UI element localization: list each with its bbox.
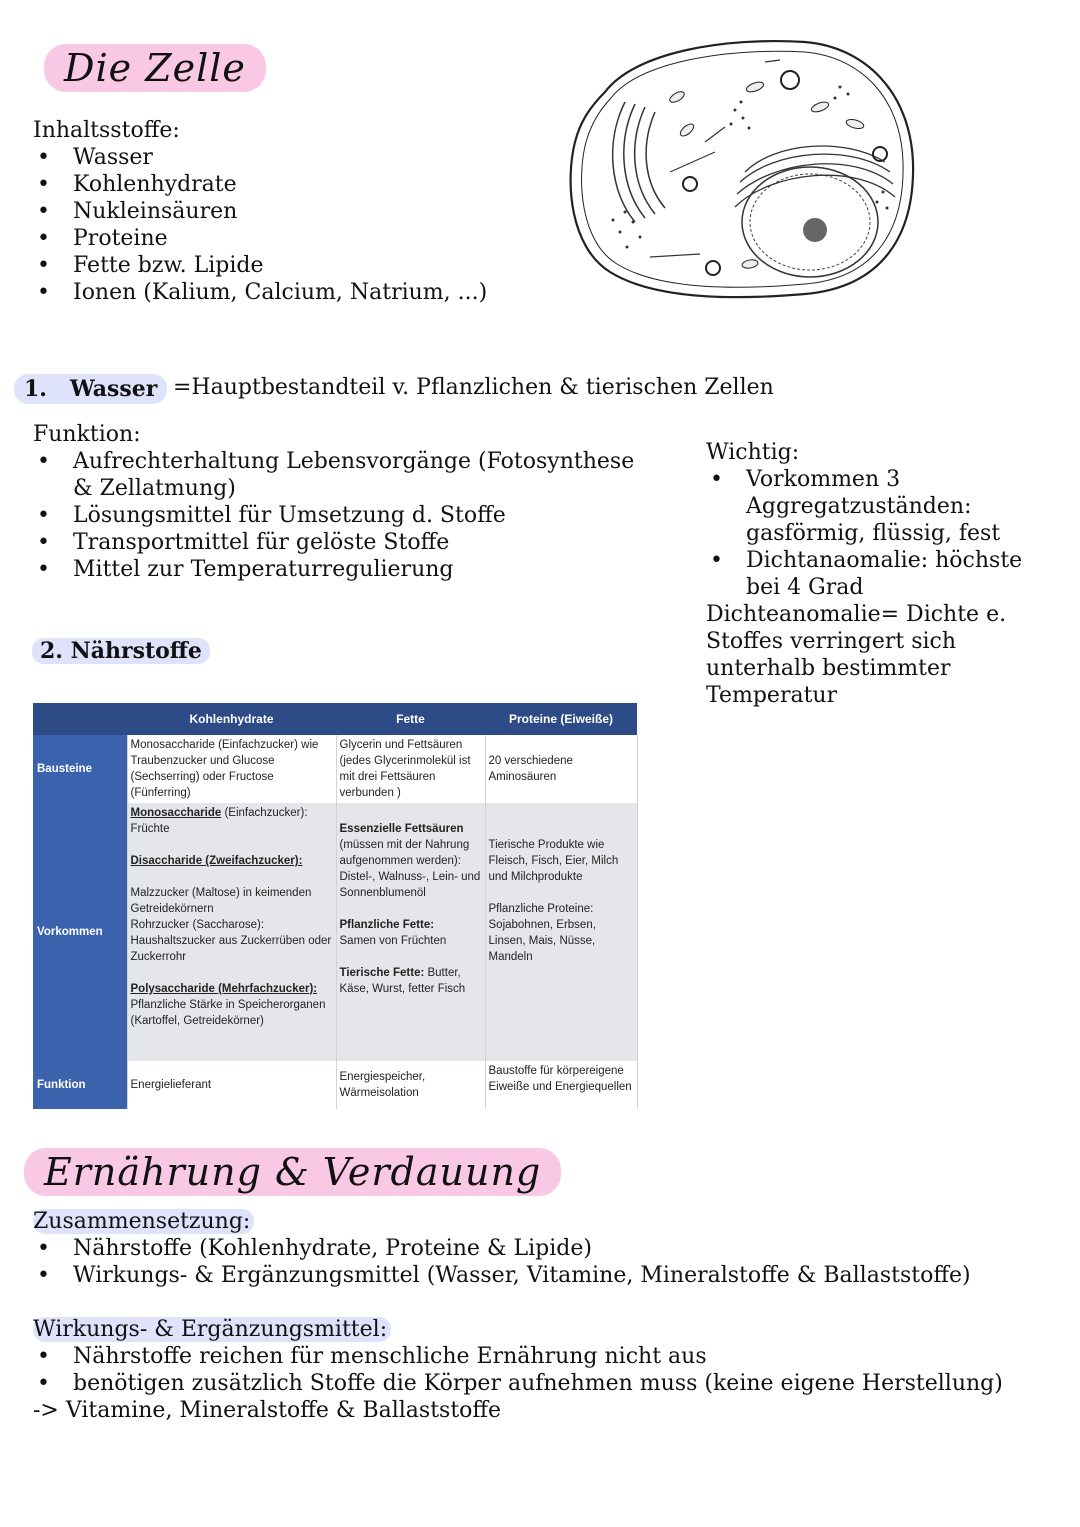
- table-cell: Glycerin und Fettsäuren (jedes Glycerinmolekül ist mit drei Fettsäuren verbunden ): [336, 735, 485, 803]
- cell-bold: Essenzielle Fettsäuren: [339, 823, 464, 835]
- list-item: • Dichtanaomalie: höchste bei 4 Grad: [706, 547, 1056, 601]
- inhalt-list: [33, 144, 553, 306]
- cell-text: (müssen mit der Nahrung aufgenommen werden): Distel-, Walnuss-, Lein- und Sonnenblumenöl: [339, 839, 481, 899]
- cell-text: Samen von Früchten: [339, 935, 447, 947]
- list-item: • benötigen zusätzlich Stoffe die Körper aufnehmen muss (keine eigene Herstellung): [33, 1370, 1053, 1397]
- list-item: • Vorkommen 3 Aggregatzuständen: gasförmig, flüssig, fest: [706, 466, 1056, 547]
- table-cell: [336, 803, 485, 1061]
- nucleolus: [803, 218, 827, 242]
- table-row: [33, 735, 637, 803]
- cell-text: Tierische Produkte wie Fleisch, Fisch, Eier, Milch und Milchprodukte: [488, 839, 619, 883]
- table-cell: Baustoffe für körpereigene Eiweiße und Energiequellen: [485, 1061, 637, 1109]
- wirk-heading-wrap: [33, 1316, 391, 1343]
- cell-text: 20 verschiedene Aminosäuren: [488, 755, 573, 783]
- wichtig-list: [706, 466, 1056, 601]
- cell-paragraph: [131, 805, 333, 837]
- row-label: Vorkommen: [33, 803, 127, 1061]
- list-item: • Nährstoffe reichen für menschliche Ernährung nicht aus: [33, 1343, 1053, 1370]
- row-label: Funktion: [33, 1061, 127, 1109]
- table-cell: [127, 803, 336, 1061]
- cell-paragraph: [131, 853, 333, 869]
- cell-diagram: [565, 32, 920, 302]
- naehrstoffe-table: [33, 703, 638, 1109]
- cell-bold: Tierische Fette:: [339, 967, 425, 979]
- cell-text: (Einfachzucker): Früchte: [130, 807, 308, 835]
- cell-text: Butter, Käse, Wurst, fetter Fisch: [339, 967, 466, 995]
- wirk-list: [33, 1343, 1053, 1397]
- table-cell: Monosaccharide (Einfachzucker) wie Traubenzucker und Glucose (Sechserring) oder Fructose (Fünferring): [127, 735, 336, 803]
- table-row: [33, 1061, 637, 1109]
- wichtig-heading: Wichtig:: [706, 440, 800, 465]
- wasser-title-badge: [14, 374, 167, 404]
- list-item: • Ionen (Kalium, Calcium, Natrium, ...): [33, 279, 553, 306]
- funktion-list: [33, 448, 653, 583]
- list-item: • Kohlenhydrate: [33, 171, 553, 198]
- table-header-empty: [33, 703, 127, 735]
- list-item: • Fette bzw. Lipide: [33, 252, 553, 279]
- cell-text: Pflanzliche Stärke in Speicherorganen (Kartoffel, Getreidekörner): [130, 999, 326, 1027]
- wasser-heading: [14, 376, 167, 402]
- naehrstoffe-title: 2. Nährstoffe: [32, 638, 210, 664]
- cell-bold: Monosaccharide: [130, 807, 222, 819]
- funktion-heading: Funktion:: [33, 422, 141, 447]
- table-row: [33, 803, 637, 1061]
- ernaehrung-title: Ernährung & Verdauung: [24, 1148, 561, 1196]
- cell-text: Malzzucker (Maltose) in keimenden Getreidekörnern: [130, 887, 312, 915]
- wirk-heading: Wirkungs- & Ergänzungsmittel:: [33, 1317, 391, 1342]
- list-item: • Transportmittel für gelöste Stoffe: [33, 529, 653, 556]
- table-header: Fette: [336, 703, 485, 735]
- table-header-row: [33, 703, 637, 735]
- list-item: • Wasser: [33, 144, 553, 171]
- list-item: • Nährstoffe (Kohlenhydrate, Proteine & Lipide): [33, 1235, 1053, 1262]
- list-item: • Aufrechterhaltung Lebensvorgänge (Fotosynthese & Zellatmung): [33, 448, 653, 502]
- list-item: • Lösungsmittel für Umsetzung d. Stoffe: [33, 502, 653, 529]
- cell-paragraph: [131, 981, 333, 997]
- table-cell: Energielieferant: [127, 1061, 336, 1109]
- row-label: Bausteine: [33, 735, 127, 803]
- zus-heading: Zusammensetzung:: [33, 1209, 254, 1234]
- list-item: • Proteine: [33, 225, 553, 252]
- wasser-subtitle: =Hauptbestandteil v. Pflanzlichen & tierischen Zellen: [173, 375, 774, 400]
- cell-text: Rohrzucker (Saccharose): Haushaltszucker aus Zuckerrüben oder Zuckerrohr: [130, 919, 332, 963]
- table-cell: Energiespeicher, Wärmeisolation: [336, 1061, 485, 1109]
- cell-bold: Pflanzliche Fette:: [339, 919, 435, 931]
- table-header: Proteine (Eiweiße): [485, 703, 637, 735]
- table-header: Kohlenhydrate: [127, 703, 336, 735]
- list-item: • Mittel zur Temperaturregulierung: [33, 556, 653, 583]
- table-cell: [485, 803, 637, 1061]
- list-item: • Wirkungs- & Ergänzungsmittel (Wasser, Vitamine, Mineralstoffe & Ballaststoffe): [33, 1262, 1053, 1289]
- inhalt-heading: Inhaltsstoffe:: [33, 118, 180, 143]
- table-cell: [485, 735, 637, 803]
- cell-text: Pflanzliche Proteine: Sojabohnen, Erbsen, Linsen, Mais, Nüsse, Mandeln: [488, 903, 596, 963]
- zus-list: [33, 1235, 1053, 1289]
- zelle-title-wrap: [44, 46, 266, 90]
- naehrstoffe-heading-wrap: [32, 638, 210, 664]
- list-item: • Nukleinsäuren: [33, 198, 553, 225]
- wasser-title: Wasser: [69, 376, 158, 402]
- cell-bold: Polysaccharide (Mehrfachzucker):: [130, 983, 318, 995]
- dichte-note: Dichteanomalie= Dichte e. Stoffes verringert sich unterhalb bestimmter Temperatur: [706, 602, 1007, 708]
- wasser-number: 1.: [24, 376, 47, 402]
- cell-bold: Disaccharide (Zweifachzucker):: [130, 855, 303, 867]
- zelle-title: Die Zelle: [44, 44, 266, 92]
- wirk-arrow: -> Vitamine, Mineralstoffe & Ballaststoffe: [33, 1398, 502, 1423]
- ernaehrung-title-wrap: [24, 1150, 561, 1194]
- zus-heading-wrap: [33, 1208, 254, 1235]
